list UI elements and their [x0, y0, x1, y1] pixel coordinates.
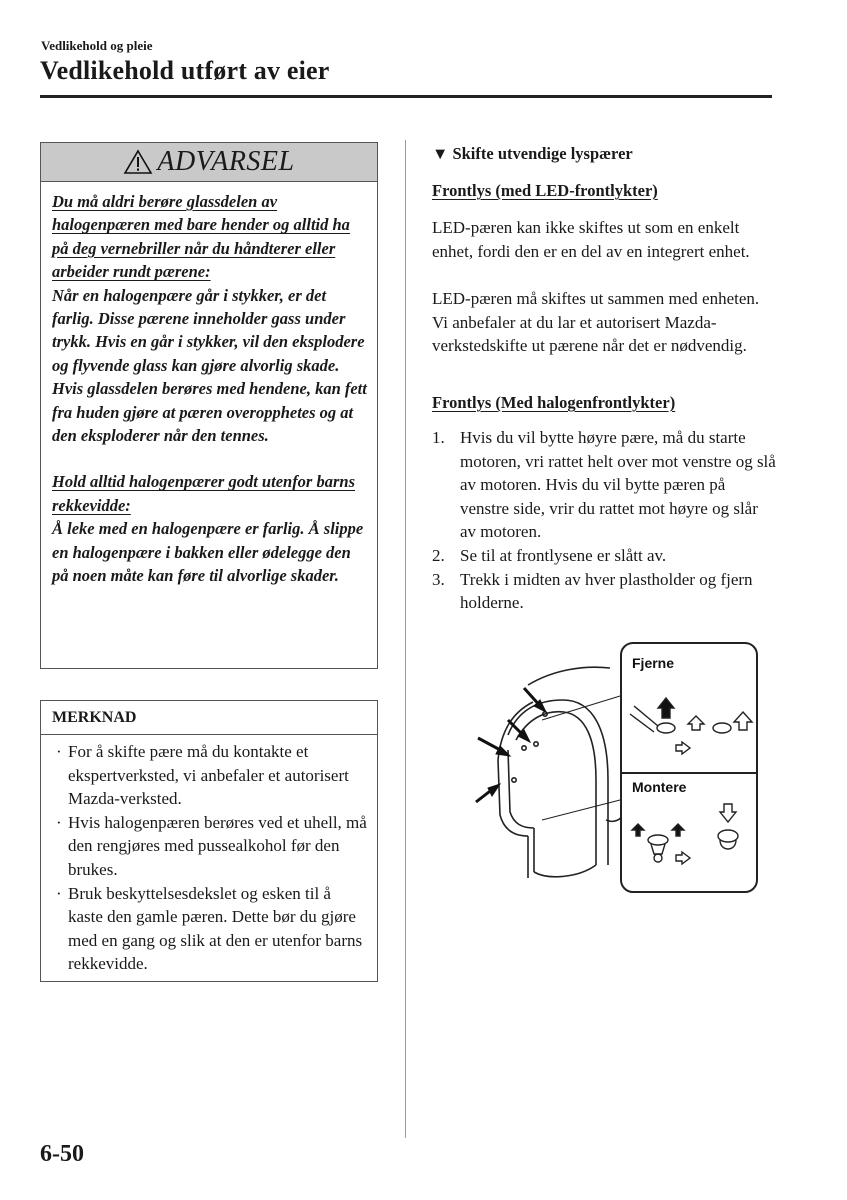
install-label: Montere: [632, 779, 687, 795]
page-number: 6-50: [40, 1141, 84, 1167]
step-number: 3.: [432, 569, 445, 589]
section-label: Vedlikehold og pleie: [41, 38, 153, 53]
list-item: [432, 568, 777, 615]
section-heading: ▼ Skifte utvendige lyspærer: [432, 144, 633, 163]
warning-title: ADVARSEL: [157, 146, 295, 177]
note-item-text: For å skifte pære må du kontakte et ekspertverksted, vi anbefaler et autorisert Mazda-verksted.: [68, 742, 349, 809]
header-divider: [40, 95, 772, 98]
detail-panel: [621, 643, 757, 892]
warning-body: [41, 182, 377, 588]
remove-label: Fjerne: [632, 655, 675, 671]
steps-list: [432, 426, 777, 615]
pointer-arrows: [476, 688, 546, 802]
bullet-icon: ·: [56, 883, 62, 903]
warning-box: [40, 142, 378, 669]
warning-triangle-icon: [123, 149, 153, 175]
step-number: 2.: [432, 545, 445, 565]
warning-text-2: Hvis glassdelen berøres med hendene, kan fett fra huden gjøre at pæren overopphetes og at den eksploderer når den tennes.: [52, 379, 367, 446]
note-item-text: Hvis halogenpæren berøres ved et uhell, må den rengjøres med pussealkohol før den brukes.: [68, 812, 367, 879]
step-text: Hvis du vil bytte høyre pære, må du starte motoren, vri rattet helt over mot venstre og slå av motoren. Hvis du vil bytte pæren på venstre side, vrir du rattet mot høyre og slår av motoren.: [460, 428, 776, 542]
list-item: [432, 544, 777, 568]
bullet-icon: ·: [56, 742, 62, 761]
step-number: 1.: [432, 428, 445, 447]
note-item-text: Bruk beskyttelsesdekslet og esken til å kaste den gamle pæren. Dette bør du gjøre med en gang og slik at den er utenfor barns rekkevidde.: [68, 883, 363, 974]
column-divider: [405, 140, 406, 1138]
step-text: Se til at frontlysene er slått av.: [460, 545, 667, 565]
page-title: Vedlikehold utført av eier: [40, 56, 330, 85]
step-text: Trekk i midten av hver plastholder og fjern holderne.: [460, 569, 753, 613]
bullet-icon: ·: [56, 812, 62, 832]
warning-text-1: Når en halogenpære går i stykker, er det farlig. Disse pærene inneholder gass under trykk. Hvis en går i stykker, vil den eksplodere og flyvende glass kan gjøre alvorlig skade.: [52, 285, 365, 375]
warning-heading-2: Hold alltid halogenpærer godt utenfor barns rekkevidde:: [52, 472, 356, 515]
list-item: [56, 740, 369, 811]
note-list: [41, 735, 377, 976]
list-item: [432, 426, 777, 544]
wheel-arch-illustration: [498, 667, 626, 878]
halogen-heading: Frontlys (Med halogenfrontlykter): [432, 393, 676, 412]
led-heading: Frontlys (med LED-frontlykter): [432, 181, 658, 200]
headlight-clip-figure: [468, 640, 760, 894]
list-item: [56, 811, 369, 882]
list-item: [56, 882, 369, 976]
note-box: [40, 700, 378, 982]
led-paragraph-2: LED-pæren må skiftes ut sammen med enheten. Vi anbefaler at du lar et autorisert Mazda-verkstedskifte ut pærene når det er nødvendig.: [432, 289, 760, 356]
warning-header: [41, 143, 377, 182]
led-paragraph-1: LED-pæren kan ikke skiftes ut som en enkelt enhet, fordi den er en del av en integrert enhet.: [432, 218, 750, 261]
note-title: MERKNAD: [41, 701, 377, 735]
warning-text-3: Å leke med en halogenpære er farlig. Å slippe en halogenpære i bakken eller ødelegge den på noen måte kan føre til alvorlige skader.: [52, 519, 364, 586]
warning-heading-1: Du må aldri berøre glassdelen av halogenpæren med bare hender og alltid ha på deg vernebriller når du håndterer eller arbeider rundt pærene:: [52, 192, 350, 282]
